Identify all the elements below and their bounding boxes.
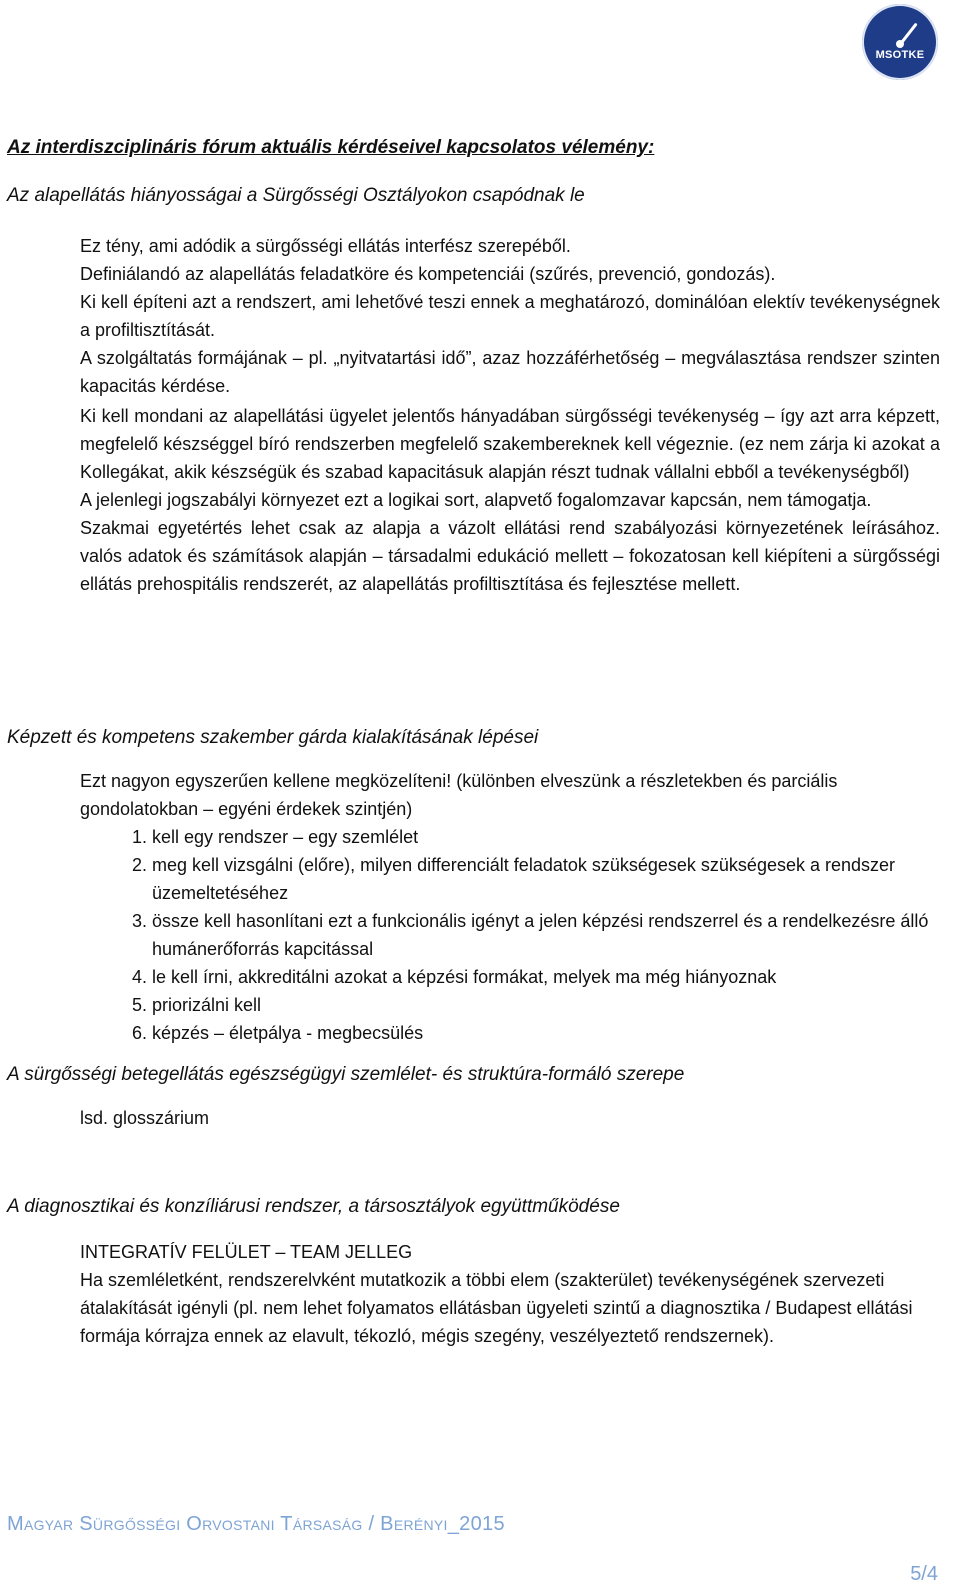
paragraph: Ki kell építeni azt a rendszert, ami lehetővé teszi ennek a meghatározó, dominálóan elektív tevékenységnek a profiltisztítását. <box>80 292 940 340</box>
footer-text: Magyar Sürgősségi Orvostani Társaság / Berényi_2015 <box>7 1513 505 1535</box>
paragraph: Definiálandó az alapellátás feladatköre és kompetenciái (szűrés, prevenció, gondozás). <box>80 264 776 284</box>
section-title-forum: Az interdiszciplináris fórum aktuális kérdéseivel kapcsolatos vélemény: <box>7 137 655 158</box>
diagnostics-paragraph: Ha szemléletként, rendszerelvként mutatkozik a többi elem (szakterület) tevékenységének szervezeti átalakítását igényli (pl. nem lehet folyamatos ellátásban ügyeleti szintű a diagnosztika / Budapest ellátási formája kórrajza ennek az elavult, tékozló, mégis szegény, veszélyeztető rendszernek). <box>80 1270 913 1346</box>
primary-care-paragraphs <box>80 232 940 400</box>
list-item: 6. képzés – életpálya - megbecsülés <box>152 1019 960 1047</box>
list-item: 2. meg kell vizsgálni (előre), milyen differenciált feladatok szükségesek szükségesek a rendszer üzemeltetéséhez <box>152 851 960 907</box>
msotke-logo <box>862 4 938 80</box>
paragraph: A szolgáltatás formájának – pl. „nyitvatartási idő”, azaz hozzáférhetőség – megválasztása rendszer szinten kapacitás kérdése. <box>80 348 940 396</box>
page-number: 5/4 <box>910 1563 938 1585</box>
paragraph: Ki kell mondani az alapellátási ügyelet jelentős hányadában sürgősségi tevékenység – így azt arra képzett, megfelelő készséggel bíró rendszerben megfelelő szakembereknek kell végeznie. (ez nem zárja ki azokat a Kollegákat, akik készségük és szabad kapacitásuk alapján részt tudnak vállalni ebből a tevékenységből) <box>80 406 940 482</box>
section-title-training: Képzett és kompetens szakember gárda kialakításának lépései <box>7 727 539 748</box>
clock-center-icon <box>896 40 904 48</box>
paragraph: Szakmai egyetértés lehet csak az alapja a vázolt ellátási rend szabályozási környezetének leírásához. valós adatok és számítások alapján – társadalmi edukáció mellett – fokozatosan kell kiépíteni a sürgősségi ellátás prehospitális rendszerét, az alapellátás profiltisztítása és fejlesztése mellett. <box>80 518 940 594</box>
training-steps-list <box>80 823 960 1047</box>
logo-text: MSOTKE <box>875 49 925 61</box>
section-title-emergency-care-role: A sürgősségi betegellátás egészségügyi szemlélet- és struktúra-formáló szerepe <box>7 1064 685 1085</box>
section-subtitle-primary-care: Az alapellátás hiányosságai a Sürgősségi Osztályokon csapódnak le <box>7 185 585 206</box>
integrative-interface-line: INTEGRATÍV FELÜLET – TEAM JELLEG <box>80 1242 413 1262</box>
paragraph: Ez tény, ami adódik a sürgősségi ellátás interfész szerepéből. <box>80 236 571 256</box>
training-intro: Ezt nagyon egyszerűen kellene megközelíteni! (különben elveszünk a részletekben és parciális gondolatokban – egyéni érdekek szintjén) <box>80 771 838 819</box>
section-title-diagnostics: A diagnosztikai és konzíliárusi rendszer, a társosztályok együttműködése <box>7 1196 620 1217</box>
list-item: 1. kell egy rendszer – egy szemlélet <box>152 823 960 851</box>
glossary-reference: lsd. glosszárium <box>80 1108 210 1128</box>
list-item: 3. össze kell hasonlítani ezt a funkcionális igényt a jelen képzési rendszerrel és a rendelkezésre álló humánerőforrás kapcitással <box>152 907 960 963</box>
list-item: 4. le kell írni, akkreditálni azokat a képzési formákat, melyek ma még hiányoznak <box>152 963 960 991</box>
primary-care-paragraphs-2 <box>80 402 940 598</box>
paragraph: A jelenlegi jogszabályi környezet ezt a logikai sort, alapvető fogalomzavar kapcsán, nem támogatja. <box>80 490 872 510</box>
list-item: 5. priorizálni kell <box>152 991 960 1019</box>
